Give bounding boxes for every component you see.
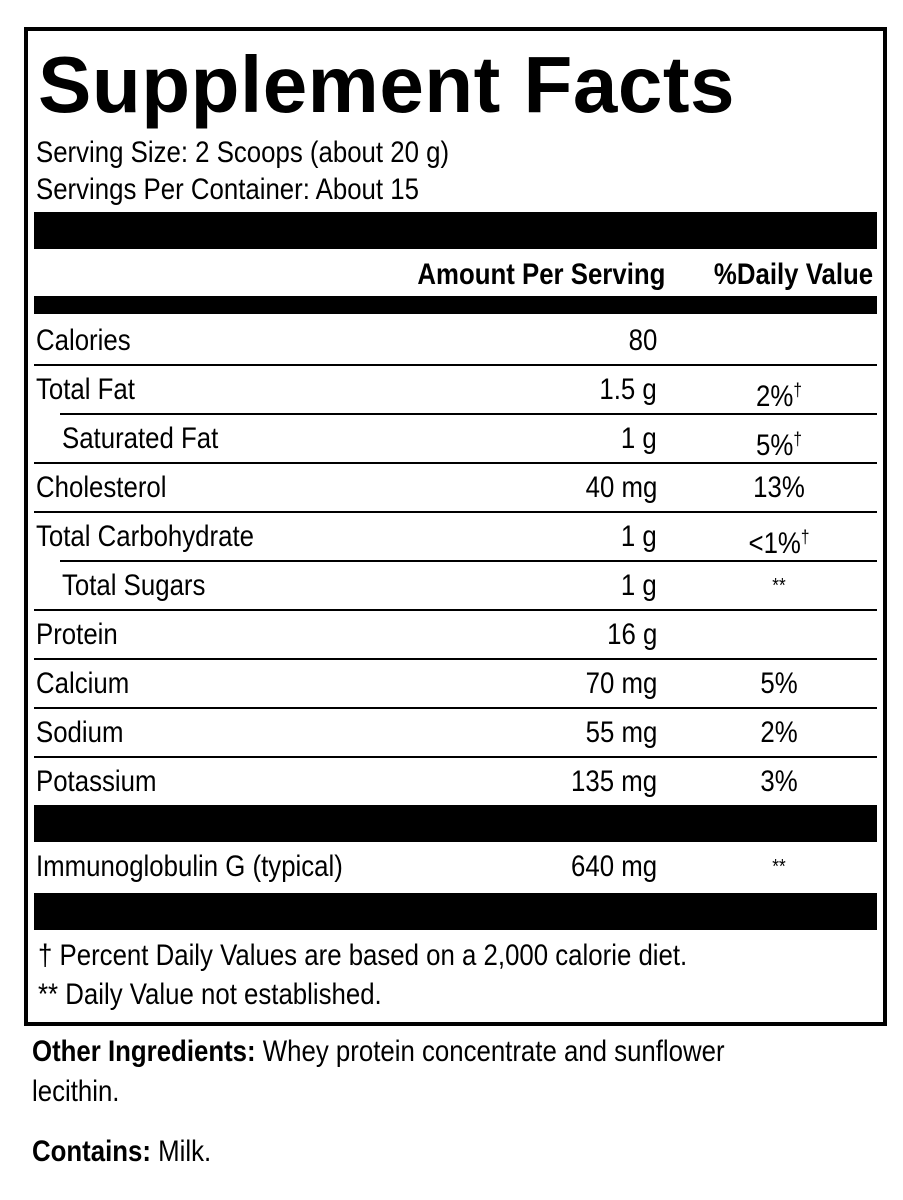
- panel-title: Supplement Facts: [38, 40, 736, 129]
- dagger-mark: †: [793, 380, 802, 400]
- nutrient-row: [28, 464, 883, 512]
- nutrient-name: Total Carbohydrate: [36, 520, 254, 553]
- nutrient-amount: 40 mg: [585, 471, 657, 504]
- servings-per-container: Servings Per Container: About 15: [36, 173, 419, 206]
- nutrient-name: Calcium: [36, 667, 130, 700]
- nutrient-name: Calories: [36, 324, 131, 357]
- nutrient-amount: 1 g: [621, 422, 657, 455]
- contains: [32, 1132, 806, 1172]
- nutrient-name: Potassium: [36, 765, 157, 798]
- dagger-mark: †: [793, 429, 802, 449]
- nutrient-row: [28, 758, 883, 806]
- other-ingredients-label: Other Ingredients:: [32, 1035, 256, 1068]
- nutrient-row: [28, 415, 883, 463]
- nutrient-daily-value: 5%†: [756, 429, 802, 462]
- nutrient-daily-value: <1%†: [748, 527, 810, 560]
- other-ingredient-row: [28, 843, 883, 891]
- footnote-stars: ** Daily Value not established.: [38, 978, 382, 1011]
- dagger-mark: †: [800, 527, 810, 547]
- nutrient-row: [28, 513, 883, 561]
- supplement-facts-panel: [24, 27, 887, 1026]
- nutrient-amount: 55 mg: [585, 716, 657, 749]
- column-header-amount: Amount Per Serving: [416, 258, 665, 291]
- nutrient-daily-value: 2%: [760, 716, 798, 749]
- nutrient-name: Total Fat: [36, 373, 135, 406]
- contains-text: Milk.: [150, 1135, 212, 1168]
- nutrient-amount: 1.5 g: [599, 373, 657, 406]
- nutrient-row: [28, 562, 883, 610]
- nutrient-amount: 1 g: [621, 520, 657, 553]
- nutrient-daily-value: **: [772, 575, 786, 597]
- nutrient-name: Sodium: [36, 716, 124, 749]
- thick-divider-header: [34, 296, 877, 314]
- other-ingredients: [32, 1032, 806, 1112]
- nutrient-name: Protein: [36, 618, 118, 651]
- ingredient-name: Immunoglobulin G (typical): [36, 850, 343, 883]
- nutrient-row: [28, 611, 883, 659]
- thick-divider-top: [34, 212, 877, 249]
- nutrient-row: [28, 317, 883, 365]
- nutrient-daily-value: 5%: [760, 667, 798, 700]
- ingredient-daily-value: **: [772, 856, 786, 878]
- serving-size: Serving Size: 2 Scoops (about 20 g): [36, 136, 450, 169]
- footnote-dagger: † Percent Daily Values are based on a 2,000 calorie diet.: [38, 939, 688, 972]
- column-header-daily-value: %Daily Value: [713, 258, 873, 291]
- nutrient-name: Saturated Fat: [62, 422, 219, 455]
- nutrient-daily-value: 13%: [753, 471, 805, 504]
- nutrient-amount: 70 mg: [585, 667, 657, 700]
- nutrient-name: Total Sugars: [62, 569, 206, 602]
- nutrient-amount: 1 g: [621, 569, 657, 602]
- nutrient-amount: 135 mg: [570, 765, 657, 798]
- nutrient-row: [28, 660, 883, 708]
- nutrient-amount: 80: [628, 324, 657, 357]
- contains-label: Contains:: [32, 1135, 151, 1168]
- thick-divider-bottom: [34, 893, 877, 930]
- ingredient-amount: 640 mg: [570, 850, 657, 883]
- thick-divider-middle: [34, 805, 877, 842]
- nutrient-row: [28, 709, 883, 757]
- nutrient-daily-value: 3%: [760, 765, 798, 798]
- nutrient-amount: 16 g: [606, 618, 657, 651]
- nutrient-name: Cholesterol: [36, 471, 167, 504]
- other-ingredients-text: Whey protein concentrate and sunflower lecithin.: [32, 1035, 725, 1108]
- nutrient-row: [28, 366, 883, 414]
- nutrient-daily-value: 2%†: [756, 380, 802, 413]
